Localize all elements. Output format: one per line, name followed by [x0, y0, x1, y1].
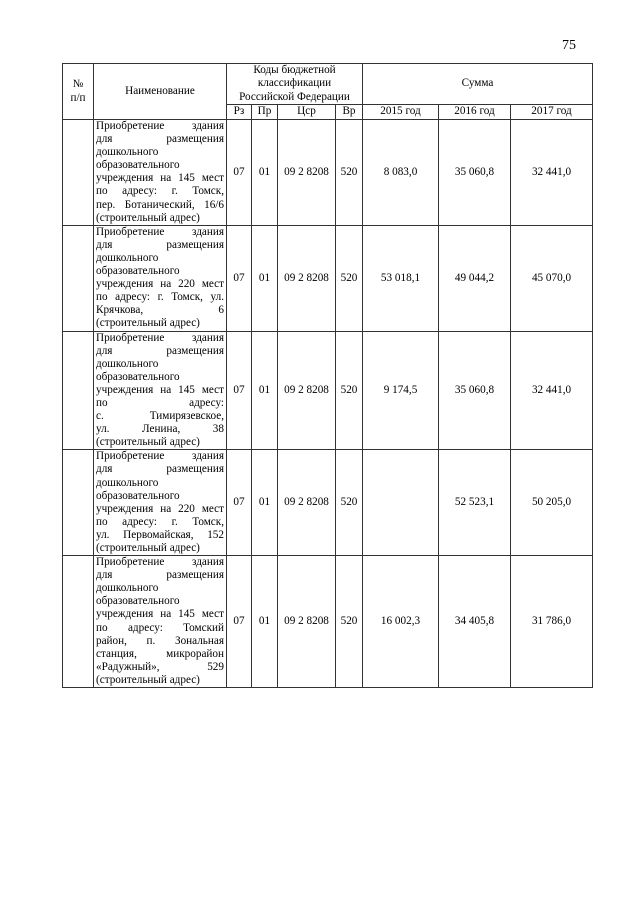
table-row: [63, 120, 593, 226]
header-pr: Пр: [252, 105, 278, 120]
name-line: (строительный адрес): [96, 673, 200, 686]
row-number-cell: [63, 225, 94, 331]
table-row: [63, 450, 593, 556]
cell-csr: 09 2 8208: [278, 225, 336, 331]
cell-y2015: 16 002,3: [363, 556, 439, 688]
header-2017: 2017 год: [511, 105, 593, 120]
name-line: ул. Первомайская, 152: [96, 528, 224, 541]
cell-rz: 07: [227, 120, 252, 226]
name-line: Приобретение здания: [96, 331, 224, 344]
name-line: дошкольного: [96, 146, 159, 159]
header-sum: Сумма: [363, 64, 593, 105]
name-line: для размещения: [96, 133, 224, 146]
header-2015: 2015 год: [363, 105, 439, 120]
row-number-cell: [63, 556, 94, 688]
cell-y2017: 45 070,0: [511, 225, 593, 331]
cell-y2015: 53 018,1: [363, 225, 439, 331]
name-line: Приобретение здания: [96, 556, 224, 569]
row-name-cell: [94, 331, 227, 450]
cell-rz: 07: [227, 225, 252, 331]
header-num: № п/п: [63, 64, 94, 120]
cell-rz: 07: [227, 556, 252, 688]
name-line: пер. Ботанический, 16/6: [96, 198, 224, 211]
name-line: образовательного: [96, 489, 180, 502]
name-line: с. Тимирязевское,: [96, 410, 224, 423]
row-name-cell: [94, 556, 227, 688]
cell-y2016: 49 044,2: [439, 225, 511, 331]
row-number-cell: [63, 331, 94, 450]
row-name-cell: [94, 120, 227, 226]
cell-vr: 520: [336, 120, 363, 226]
name-line: учреждения на 145 мест: [96, 383, 224, 396]
name-line: «Радужный», 529: [96, 660, 224, 673]
name-line: дошкольного: [96, 357, 159, 370]
row-name-cell: [94, 450, 227, 556]
header-csr: Цср: [278, 105, 336, 120]
name-line: по адресу:: [96, 396, 224, 409]
cell-pr: 01: [252, 120, 278, 226]
page-number: 75: [562, 38, 576, 53]
name-line: (строительный адрес): [96, 317, 200, 330]
cell-pr: 01: [252, 556, 278, 688]
cell-y2016: 34 405,8: [439, 556, 511, 688]
cell-y2017: 31 786,0: [511, 556, 593, 688]
name-line: по адресу: г. Томск, ул.: [96, 291, 224, 304]
cell-vr: 520: [336, 450, 363, 556]
name-line: образовательного: [96, 595, 180, 608]
name-line: по адресу: г. Томск,: [96, 515, 224, 528]
cell-pr: 01: [252, 331, 278, 450]
cell-vr: 520: [336, 225, 363, 331]
name-line: дошкольного: [96, 251, 159, 264]
cell-vr: 520: [336, 556, 363, 688]
name-line: для размещения: [96, 463, 224, 476]
cell-pr: 01: [252, 450, 278, 556]
name-line: по адресу: Томский: [96, 621, 224, 634]
cell-y2017: 32 441,0: [511, 120, 593, 226]
cell-y2016: 35 060,8: [439, 120, 511, 226]
name-line: Приобретение здания: [96, 225, 224, 238]
table-row: [63, 225, 593, 331]
cell-csr: 09 2 8208: [278, 450, 336, 556]
cell-y2015: 8 083,0: [363, 120, 439, 226]
cell-y2017: 32 441,0: [511, 331, 593, 450]
name-line: образовательного: [96, 370, 180, 383]
cell-csr: 09 2 8208: [278, 331, 336, 450]
cell-y2017: 50 205,0: [511, 450, 593, 556]
header-rz: Рз: [227, 105, 252, 120]
name-line: дошкольного: [96, 476, 159, 489]
cell-y2015: [363, 450, 439, 556]
name-line: по адресу: г. Томск,: [96, 185, 224, 198]
budget-table: [62, 63, 593, 688]
cell-y2016: 52 523,1: [439, 450, 511, 556]
name-line: для размещения: [96, 238, 224, 251]
name-line: (строительный адрес): [96, 211, 200, 224]
name-line: учреждения на 220 мест: [96, 502, 224, 515]
row-number-cell: [63, 450, 94, 556]
cell-rz: 07: [227, 450, 252, 556]
cell-y2015: 9 174,5: [363, 331, 439, 450]
cell-csr: 09 2 8208: [278, 120, 336, 226]
name-line: учреждения на 220 мест: [96, 278, 224, 291]
header-name: Наименование: [94, 64, 227, 120]
table-row: [63, 556, 593, 688]
table-row: [63, 331, 593, 450]
name-line: учреждения на 145 мест: [96, 608, 224, 621]
header-2016: 2016 год: [439, 105, 511, 120]
name-line: район, п. Зональная: [96, 634, 224, 647]
name-line: (строительный адрес): [96, 542, 200, 554]
header-vr: Вр: [336, 105, 363, 120]
name-line: для размещения: [96, 344, 224, 357]
name-line: Крячкова, 6: [96, 304, 224, 317]
name-line: дошкольного: [96, 582, 159, 595]
name-line: для размещения: [96, 569, 224, 582]
name-line: образовательного: [96, 265, 180, 278]
name-line: станция, микрорайон: [96, 647, 224, 660]
cell-csr: 09 2 8208: [278, 556, 336, 688]
row-number-cell: [63, 120, 94, 226]
name-line: Приобретение здания: [96, 120, 224, 132]
header-codes: Коды бюджетной классификации Российской Федерации: [227, 64, 363, 105]
name-line: ул. Ленина, 38: [96, 423, 224, 436]
name-line: (строительный адрес): [96, 436, 200, 449]
cell-vr: 520: [336, 331, 363, 450]
name-line: Приобретение здания: [96, 450, 224, 463]
cell-rz: 07: [227, 331, 252, 450]
name-line: учреждения на 145 мест: [96, 172, 224, 185]
row-name-cell: [94, 225, 227, 331]
cell-y2016: 35 060,8: [439, 331, 511, 450]
cell-pr: 01: [252, 225, 278, 331]
name-line: образовательного: [96, 159, 180, 172]
